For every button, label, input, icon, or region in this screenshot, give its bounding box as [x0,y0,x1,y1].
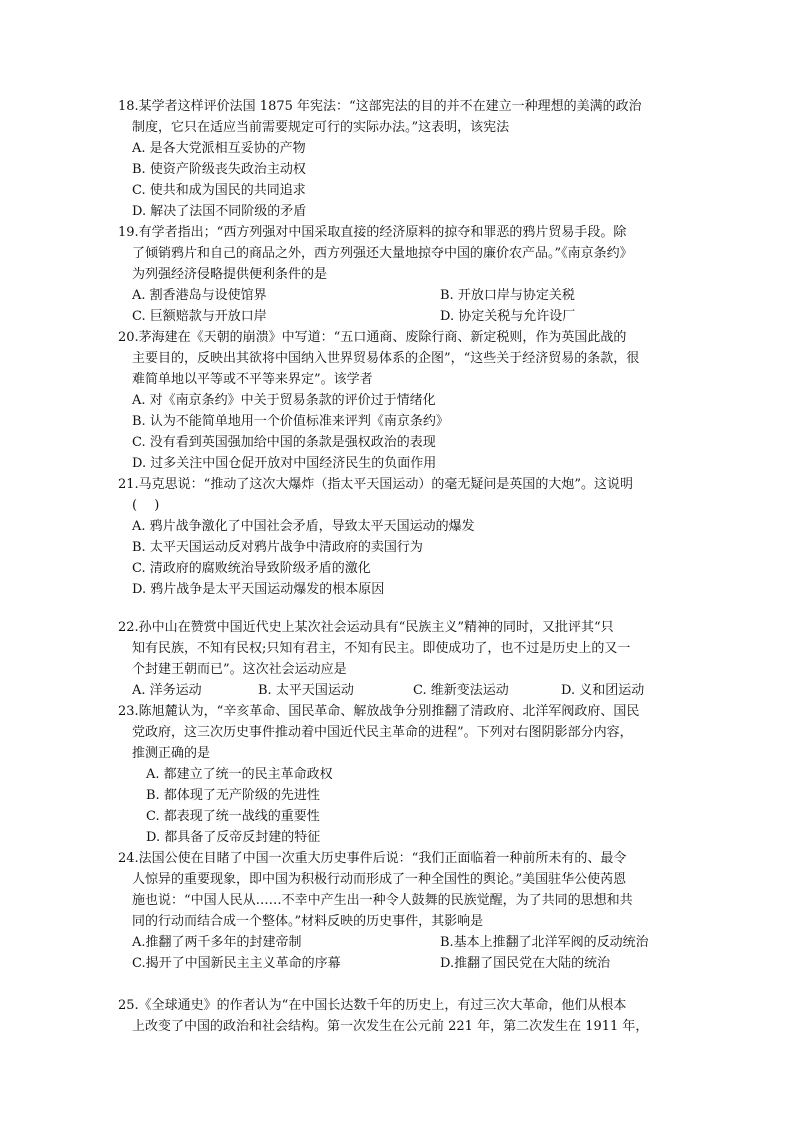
q25-stem-line-2: 上改变了中国的政治和社会结构。第一次发生在公元前 221 年，第二次发生在 1911 年， [132,1019,649,1034]
q24-option-c[interactable]: C.揭开了中国新民主主义革命的序幕 [132,956,341,971]
q23-option-c[interactable]: C. 都表现了统一战线的重要性 [146,809,320,824]
q24-stem-line-2: 人惊异的重要现象，即中国为积极行动而形成了一种全国性的舆论。”美国驻华公使芮恩 [132,872,627,887]
q19-options-row-1 [118,285,678,306]
q23-stem-line-3: 推测正确的是 [132,746,211,761]
q19-stem-line-3: 为列强经济侵略提供便利条件的是 [132,267,328,282]
q19-stem-line-1: 19.有学者指出；“西方列强对中国采取直接的经济原料的掠夺和罪恶的鸦片贸易手段。除 [118,225,627,240]
question-21 [118,474,678,600]
question-24 [118,848,678,974]
q22-option-c[interactable]: C. 维新变法运动 [413,683,509,698]
q19-option-d[interactable]: D. 协定关税与允许设厂 [440,309,576,324]
q18-option-a[interactable]: A. 是各大党派相互妥协的产物 [132,141,306,156]
q23-stem-line-2: 党政府，这三次历史事件推动着中国近代民主革命的进程”。下列对右图阴影部分内容， [132,725,633,740]
question-25 [118,995,678,1037]
q21-option-a[interactable]: A. 鸦片战争激化了中国社会矛盾，导致太平天国运动的爆发 [132,519,475,534]
q24-option-b[interactable]: B.基本上推翻了北洋军阀的反动统治 [440,935,649,950]
q21-option-c[interactable]: C. 清政府的腐败统治导致阶级矛盾的激化 [132,561,371,576]
q22-option-d[interactable]: D. 义和团运动 [561,683,645,698]
q18-option-c[interactable]: C. 使共和成为国民的共同追求 [132,183,306,198]
q19-option-b[interactable]: B. 开放口岸与协定关税 [440,288,575,303]
q24-option-d[interactable]: D.推翻了国民党在大陆的统治 [440,956,611,971]
q18-option-d[interactable]: D. 解决了法国不同阶级的矛盾 [132,204,307,219]
q24-stem-line-3: 施也说：“中国人民从……不幸中产生出一种令人鼓舞的民族觉醒，为了共同的思想和共 [132,893,633,908]
q22-option-a[interactable]: A. 洋务运动 [132,683,202,698]
question-23 [118,701,678,848]
q22-stem-line-2: 知有民族，不知有民权;只知有君主，不知有民主。即使成功了，也不过是历史上的又一 [132,641,631,656]
question-22 [118,617,678,701]
q20-option-c[interactable]: C. 没有看到英国强加给中国的条款是强权政治的表现 [132,435,436,450]
q18-stem-line-2: 制度，它只在适应当前需要规定可行的实际办法。”这表明，该宪法 [132,120,510,135]
q21-stem-line-1: 21.马克思说：“推动了这次大爆炸（指太平天国运动）的毫无疑问是英国的大炮”。这说明 [118,477,633,492]
q25-stem-line-1: 25.《全球通史》的作者认为“在中国长达数千年的历史上，有过三次大革命，他们从根本 [118,998,627,1013]
q24-options-row-1 [118,932,678,953]
q23-option-b[interactable]: B. 都体现了无产阶级的先进性 [146,788,320,803]
question-18 [118,96,678,222]
q19-options-row-2 [118,306,678,327]
q24-option-a[interactable]: A.推翻了两千多年的封建帝制 [132,935,302,950]
q18-option-b[interactable]: B. 使资产阶级丧失政治主动权 [132,162,306,177]
q22-option-b[interactable]: B. 太平天国运动 [258,683,354,698]
q22-options-row [118,680,678,701]
q21-option-b[interactable]: B. 太平天国运动反对鸦片战争中清政府的卖国行为 [132,540,423,555]
q21-option-d[interactable]: D. 鸦片战争是太平天国运动爆发的根本原因 [132,582,385,597]
q22-stem-line-1: 22.孙中山在赞赏中国近代史上某次社会运动具有“民族主义”精神的同时，又批评其“只 [118,620,614,635]
question-20 [118,327,678,474]
q22-stem-line-3: 个封建王朝而已”。这次社会运动应是 [132,662,347,677]
q20-stem-line-3: 难简单地以平等或不平等来界定”。该学者 [132,372,373,387]
q19-option-c[interactable]: C. 巨额赔款与开放口岸 [132,309,267,324]
q20-option-b[interactable]: B. 认为不能简单地用一个价值标准来评判《南京条约》 [132,414,449,429]
q24-options-row-2 [118,953,678,974]
q23-stem-line-1: 23.陈旭麓认为，“辛亥革命、国民革命、解放战争分别推翻了清政府、北洋军阀政府、国民 [118,704,640,719]
q24-stem-line-1: 24.法国公使在目睹了中国一次重大历史事件后说：“我们正面临着一种前所未有的、最令 [118,851,627,866]
q20-stem-line-1: 20.茅海建在《天朝的崩溃》中写道：“五口通商、废除行商、新定税则，作为英国此战的 [118,330,627,345]
q19-option-a[interactable]: A. 割香港岛与设使馆界 [132,288,267,303]
q20-option-d[interactable]: D. 过多关注中国仓促开放对中国经济民生的负面作用 [132,456,437,471]
q23-option-a[interactable]: A. 都建立了统一的民主革命政权 [146,767,333,782]
q23-option-d[interactable]: D. 都具备了反帝反封建的特征 [146,830,321,845]
q24-stem-line-4: 同的行动而结合成一个整体。”材料反映的历史事件，其影响是 [132,914,484,929]
q21-answer-blank: ( ) [132,498,160,513]
q20-option-a[interactable]: A. 对《南京条约》中关于贸易条款的评价过于情绪化 [132,393,436,408]
q19-stem-line-2: 了倾销鸦片和自己的商品之外，西方列强还大量地掠夺中国的廉价农产品。”《南京条约》 [132,246,633,261]
q18-stem-line-1: 18.某学者这样评价法国 1875 年宪法：“这部宪法的目的并不在建立一种理想的美满的政治 [118,99,642,114]
question-19 [118,222,678,327]
q20-stem-line-2: 主要目的，反映出其欲将中国纳入世界贸易体系的企图”，“这些关于经济贸易的条款，很 [132,351,640,366]
